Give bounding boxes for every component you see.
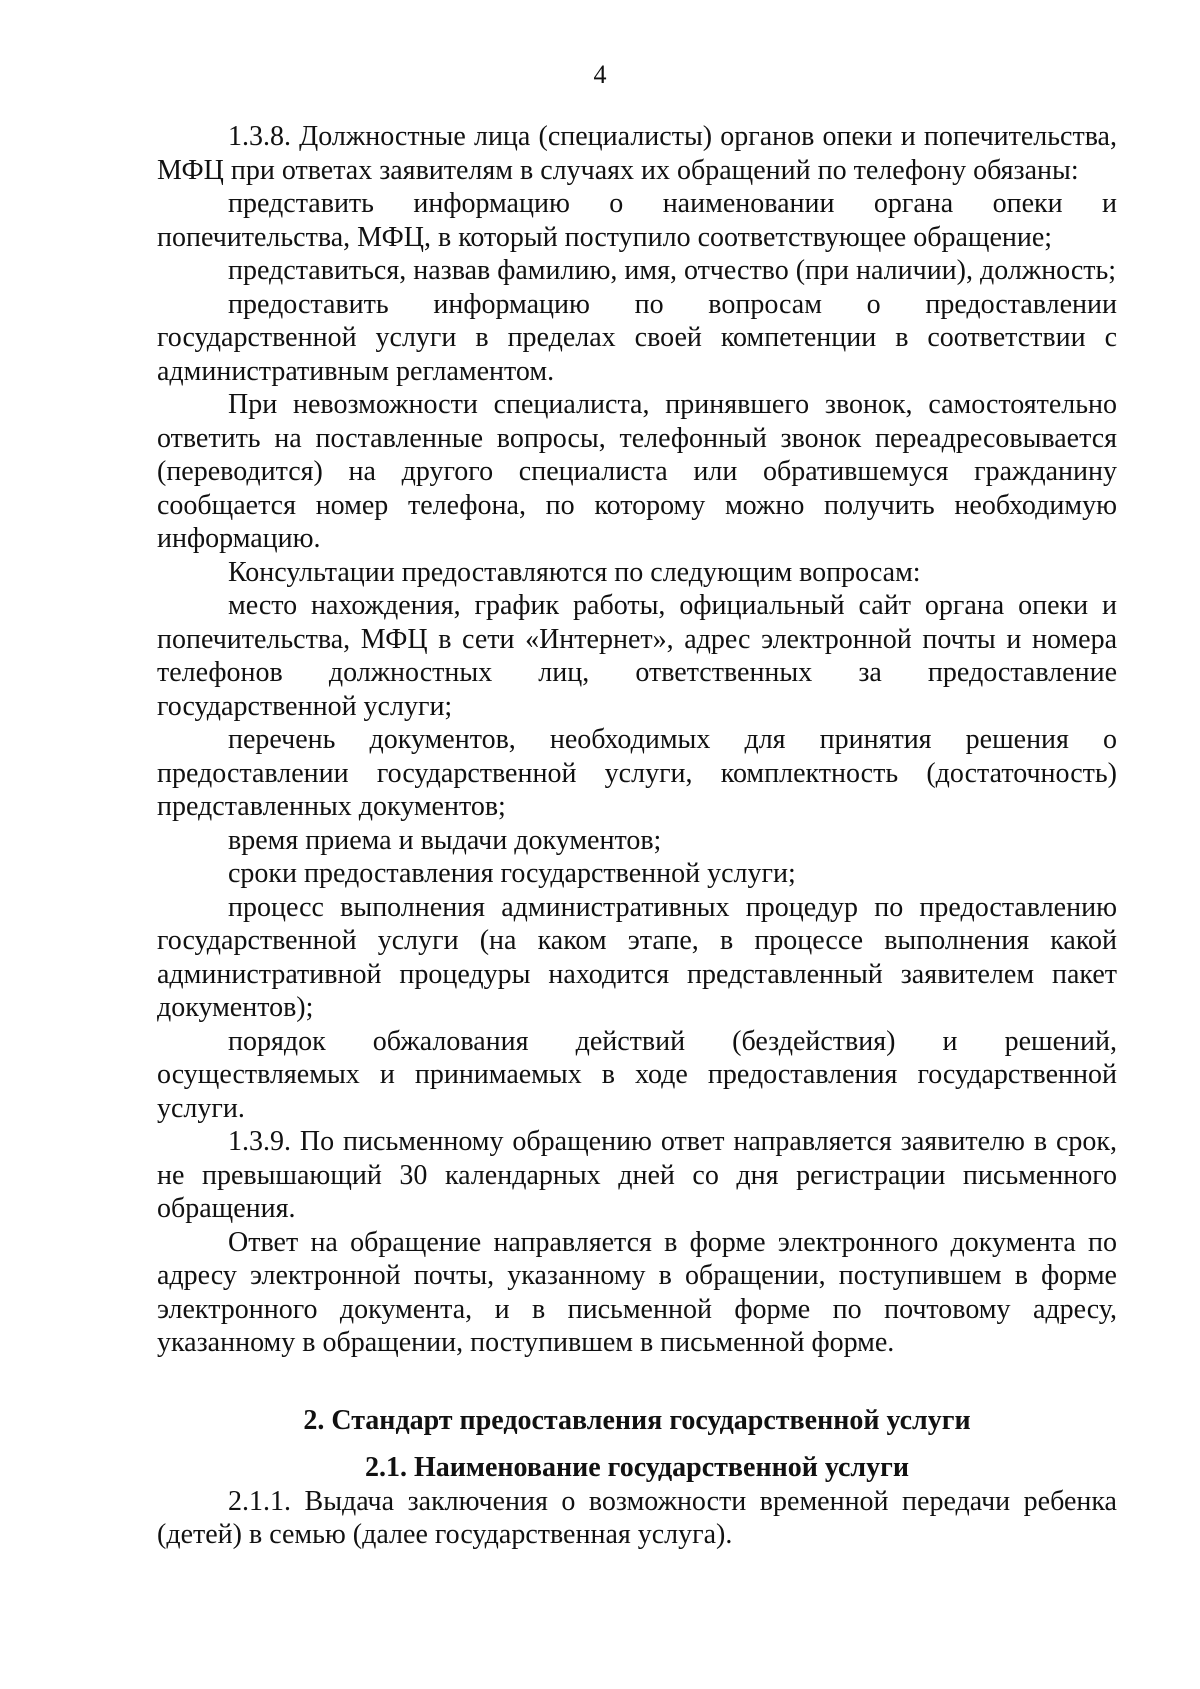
paragraph-list-item: представить информацию о наименовании органа опеки и попечительства, МФЦ, в который поступило соответствующее обращение; [157,188,1117,253]
section-heading: 2. Стандарт предоставления государственной услуги [303,1404,971,1436]
paragraph: При невозможности специалиста, принявшего звонок, самостоятельно ответить на поставленные вопросы, телефонный звонок переадресовывается (переводится) на другого специалиста или обратившемуся гражданину сообщается номер телефона, по которому можно получить необходимую информацию. [157,389,1117,554]
paragraph-list-item: перечень документов, необходимых для принятия решения о предоставлении государственной услуги, комплектность (достаточность) представленных документов; [157,724,1117,822]
paragraph-list-item: сроки предоставления государственной услуги; [228,858,796,889]
paragraph-1-3-8: 1.3.8. Должностные лица (специалисты) органов опеки и попечительства, МФЦ при ответах заявителям в случаях их обращений по телефону обязаны: [157,121,1117,186]
paragraph-1-3-9: 1.3.9. По письменному обращению ответ направляется заявителю в срок, не превышающий 30 календарных дней со дня регистрации письменного обращения. [157,1126,1117,1224]
paragraph-list-item: место нахождения, график работы, официальный сайт органа опеки и попечительства, МФЦ в сети «Интернет», адрес электронной почты и номера телефонов должностных лиц, ответственных за предоставление государственной услуги; [157,590,1117,722]
paragraph-list-item: процесс выполнения административных процедур по предоставлению государственной услуги (на каком этапе, в процессе выполнения какой административной процедуры находится представленный заявителем пакет документов); [157,891,1117,1023]
paragraph-2-1-1: 2.1.1. Выдача заключения о возможности временной передачи ребенка (детей) в семью (далее государственная услуга). [157,1485,1117,1550]
page-number: 4 [593,60,607,89]
paragraph: Ответ на обращение направляется в форме электронного документа по адресу электронной почты, указанному в обращении, поступившем в форме электронного документа, и в письменной форме по почтовому адресу, указанному в обращении, поступившем в письменной форме. [157,1226,1117,1358]
paragraph-list-item: представиться, назвав фамилию, имя, отчество (при наличии), должность; [228,255,1117,286]
paragraph: Консультации предоставляются по следующим вопросам: [228,556,921,588]
subsection-heading: 2.1. Наименование государственной услуги [365,1452,909,1483]
paragraph-list-item: время приема и выдачи документов; [228,824,662,856]
paragraph-list-item: предоставить информацию по вопросам о предоставлении государственной услуги в пределах своей компетенции в соответствии с административным регламентом. [157,288,1117,387]
paragraph-list-item: порядок обжалования действий (бездействия) и решений, осуществляемых и принимаемых в ходе предоставления государственной услуги. [157,1025,1117,1124]
document-body [157,120,1117,1552]
